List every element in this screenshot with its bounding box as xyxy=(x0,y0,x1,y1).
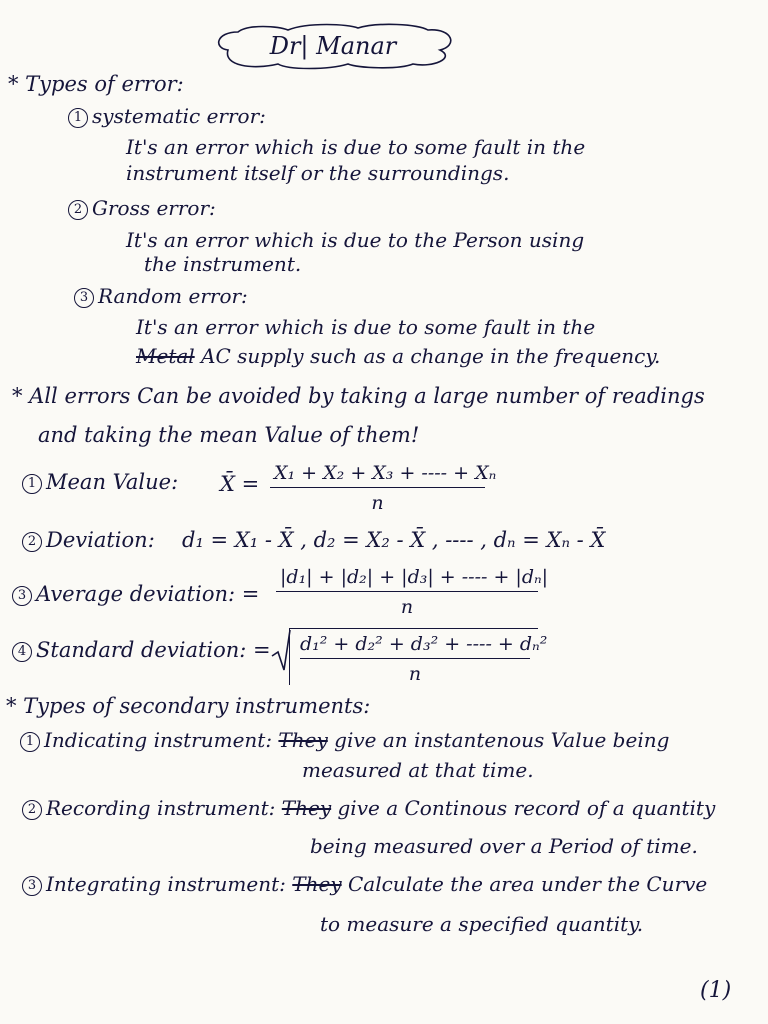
standard-deviation-radicand xyxy=(289,628,548,685)
title-cloud xyxy=(208,22,458,70)
random-error-line-2: Metal AC supply such as a change in the frequency. xyxy=(136,344,661,368)
number-badge: 3 xyxy=(22,876,42,896)
gross-error-title: 2 Gross error: xyxy=(68,196,216,220)
mean-denominator: n xyxy=(371,492,384,514)
indicating-instrument-line-1: 1 Indicating instrument: They give an instantenous Value being xyxy=(20,728,669,752)
deviation-label: 2 Deviation: xyxy=(22,528,155,552)
mean-value-label: 1 Mean Value: xyxy=(22,470,178,494)
recording-instrument-line-2: being measured over a Period of time. xyxy=(310,834,698,858)
integrating-instrument-line-2: to measure a specified quantity. xyxy=(320,912,644,936)
systematic-error-line-2: instrument itself or the surroundings. xyxy=(126,161,510,185)
number-badge: 4 xyxy=(12,642,32,662)
standard-numerator: d₁² + d₂² + d₃² + ---- + dₙ² xyxy=(300,633,530,659)
page-title: Dr| Manar xyxy=(269,32,397,60)
number-badge: 3 xyxy=(74,288,94,308)
gross-error-line-2: the instrument. xyxy=(144,252,302,276)
mean-value-lhs: X̄ = xyxy=(220,472,260,496)
number-badge: 2 xyxy=(68,200,88,220)
random-error-title: 3 Random error: xyxy=(74,284,248,308)
systematic-error-title: 1 systematic error: xyxy=(68,104,266,128)
number-badge: 1 xyxy=(22,474,42,494)
number-badge: 2 xyxy=(22,532,42,552)
number-badge: 3 xyxy=(12,586,32,606)
section-heading-instrument-types: * Types of secondary instruments: xyxy=(6,694,371,718)
systematic-error-line-1: It's an error which is due to some fault in the xyxy=(126,135,586,159)
standard-denominator: n xyxy=(408,663,422,685)
note-line-2: and taking the mean Value of them! xyxy=(38,423,420,447)
number-badge: 2 xyxy=(22,800,42,820)
page-number: (1) xyxy=(700,978,732,1003)
average-deviation-fraction xyxy=(276,566,549,618)
number-badge: 1 xyxy=(20,732,40,752)
section-heading-error-types: * Types of error: xyxy=(8,72,184,96)
gross-error-line-1: It's an error which is due to the Person using xyxy=(126,228,585,252)
mean-numerator: X₁ + X₂ + X₃ + ---- + Xₙ xyxy=(270,462,485,488)
integrating-instrument-line-1: 3 Integrating instrument: They Calculate the area under the Curve xyxy=(22,872,707,896)
deviation-expression: d₁ = X₁ - X̄ , d₂ = X₂ - X̄ , ---- , dₙ = Xₙ - X̄ xyxy=(182,528,606,552)
note-line-1: * All errors Can be avoided by taking a large number of readings xyxy=(12,384,705,408)
indicating-instrument-line-2: measured at that time. xyxy=(302,758,534,782)
number-badge: 1 xyxy=(68,108,88,128)
mean-value-fraction xyxy=(270,462,497,514)
average-numerator: |d₁| + |d₂| + |d₃| + ---- + |dₙ| xyxy=(276,566,538,592)
recording-instrument-line-1: 2 Recording instrument: They give a Continous record of a quantity xyxy=(22,796,715,820)
average-denominator: n xyxy=(400,596,414,618)
random-error-line-1: It's an error which is due to some fault in the xyxy=(136,315,596,339)
standard-deviation-label: 4 Standard deviation: = xyxy=(12,638,271,662)
average-deviation-label: 3 Average deviation: = xyxy=(12,582,259,606)
